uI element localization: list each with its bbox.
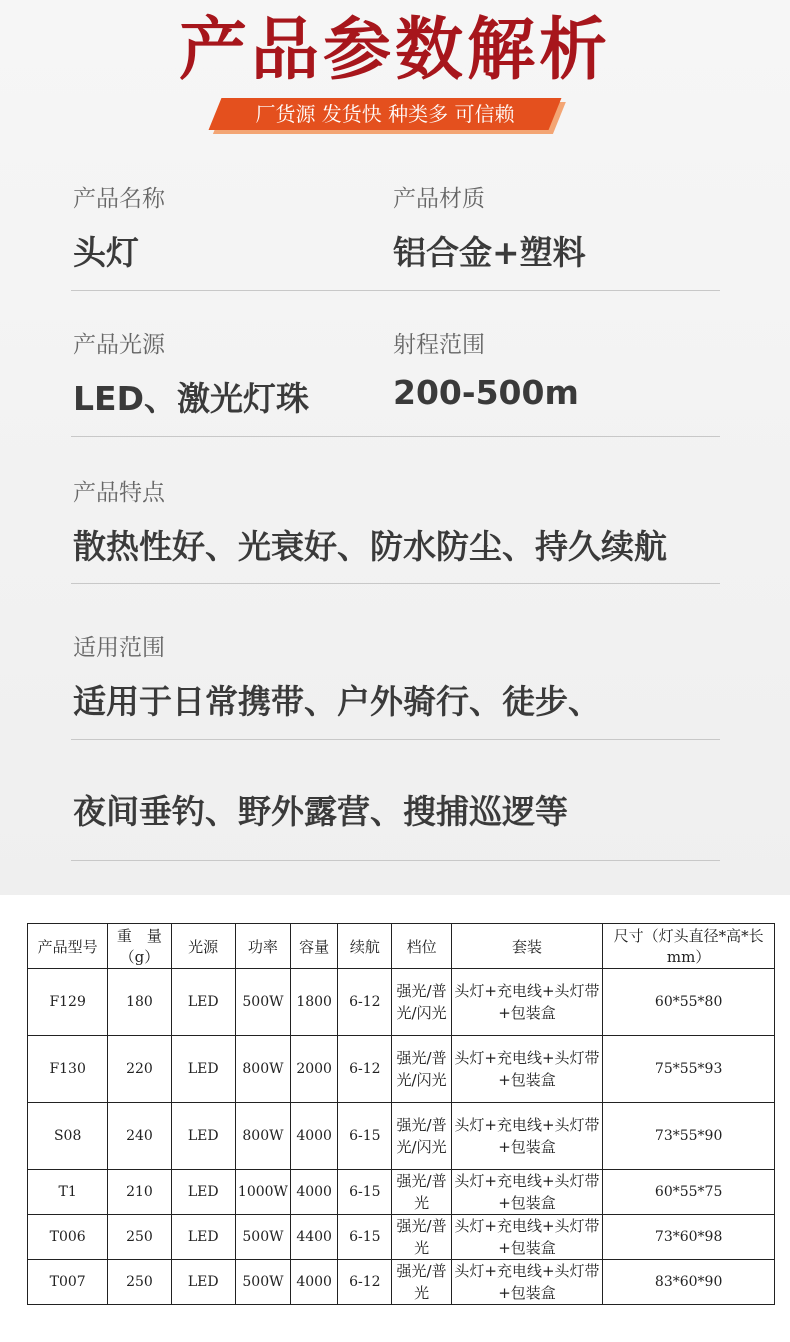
table-row xyxy=(28,969,775,1036)
cell-weight: 210 xyxy=(108,1170,171,1215)
cell-modes: 强光/普光/闪光 xyxy=(392,1036,451,1103)
cell-power: 800W xyxy=(235,1103,290,1170)
cell-capacity: 4000 xyxy=(291,1260,338,1305)
cell-capacity: 4400 xyxy=(291,1215,338,1260)
divider xyxy=(71,436,720,437)
cell-model: T007 xyxy=(28,1260,108,1305)
material-field xyxy=(393,180,586,274)
cell-kit: 头灯+充电线+头灯带+包装盒 xyxy=(451,969,603,1036)
table-row xyxy=(28,1215,775,1260)
cell-weight: 220 xyxy=(108,1036,171,1103)
cell-modes: 强光/普光 xyxy=(392,1260,451,1305)
cell-source: LED xyxy=(171,1215,235,1260)
material-value: 铝合金+塑料 xyxy=(393,233,586,272)
table-header-row xyxy=(28,924,775,969)
cell-weight: 240 xyxy=(108,1103,171,1170)
cell-kit: 头灯+充电线+头灯带+包装盒 xyxy=(451,1170,603,1215)
cell-size: 75*55*93 xyxy=(603,1036,775,1103)
col-header-power: 功率 xyxy=(235,924,290,969)
cell-model: T1 xyxy=(28,1170,108,1215)
cell-kit: 头灯+充电线+头灯带+包装盒 xyxy=(451,1103,603,1170)
col-header-runtime: 续航 xyxy=(338,924,392,969)
cell-kit: 头灯+充电线+头灯带+包装盒 xyxy=(451,1036,603,1103)
banner-slogan: 厂货源 发货快 种类多 可信赖 xyxy=(255,102,515,126)
usage-field xyxy=(73,629,601,723)
cell-weight: 250 xyxy=(108,1260,171,1305)
source-field xyxy=(73,326,309,420)
cell-size: 73*55*90 xyxy=(603,1103,775,1170)
col-header-kit: 套装 xyxy=(451,924,603,969)
range-label: 射程范围 xyxy=(393,332,485,358)
cell-modes: 强光/普光 xyxy=(392,1170,451,1215)
cell-size: 60*55*75 xyxy=(603,1170,775,1215)
cell-capacity: 2000 xyxy=(291,1036,338,1103)
features-value: 散热性好、光衰好、防水防尘、持久续航 xyxy=(73,527,667,566)
cell-size: 83*60*90 xyxy=(603,1260,775,1305)
usage-field-continued xyxy=(73,786,568,833)
cell-kit: 头灯+充电线+头灯带+包装盒 xyxy=(451,1215,603,1260)
range-value: 200-500m xyxy=(393,373,579,412)
cell-weight: 180 xyxy=(108,969,171,1036)
divider xyxy=(71,739,720,740)
col-header-capacity: 容量 xyxy=(291,924,338,969)
cell-capacity: 1800 xyxy=(291,969,338,1036)
name-label: 产品名称 xyxy=(73,186,165,212)
cell-modes: 强光/普光/闪光 xyxy=(392,1103,451,1170)
cell-source: LED xyxy=(171,969,235,1036)
cell-modes: 强光/普光/闪光 xyxy=(392,969,451,1036)
features-label: 产品特点 xyxy=(73,480,165,506)
cell-model: S08 xyxy=(28,1103,108,1170)
name-field xyxy=(73,180,165,274)
cell-source: LED xyxy=(171,1260,235,1305)
cell-runtime: 6-15 xyxy=(338,1103,392,1170)
range-field xyxy=(393,326,579,412)
cell-source: LED xyxy=(171,1170,235,1215)
table-row xyxy=(28,1103,775,1170)
cell-source: LED xyxy=(171,1036,235,1103)
col-header-source: 光源 xyxy=(171,924,235,969)
page-title: 产品参数解析 xyxy=(178,11,611,90)
cell-runtime: 6-15 xyxy=(338,1170,392,1215)
cell-runtime: 6-12 xyxy=(338,1260,392,1305)
cell-runtime: 6-12 xyxy=(338,1036,392,1103)
material-label: 产品材质 xyxy=(393,186,485,212)
cell-power: 1000W xyxy=(235,1170,290,1215)
col-header-modes: 档位 xyxy=(392,924,451,969)
table-row xyxy=(28,1036,775,1103)
cell-capacity: 4000 xyxy=(291,1170,338,1215)
divider xyxy=(71,860,720,861)
cell-power: 800W xyxy=(235,1036,290,1103)
cell-model: F130 xyxy=(28,1036,108,1103)
cell-model: T006 xyxy=(28,1215,108,1260)
cell-source: LED xyxy=(171,1103,235,1170)
cell-runtime: 6-12 xyxy=(338,969,392,1036)
spec-table xyxy=(27,923,775,1305)
cell-size: 73*60*98 xyxy=(603,1215,775,1260)
table-row xyxy=(28,1260,775,1305)
usage-line-2: 夜间垂钓、野外露营、搜捕巡逻等 xyxy=(73,792,568,831)
divider xyxy=(71,290,720,291)
cell-power: 500W xyxy=(235,1260,290,1305)
name-value: 头灯 xyxy=(73,233,139,272)
cell-power: 500W xyxy=(235,969,290,1036)
cell-power: 500W xyxy=(235,1215,290,1260)
usage-label: 适用范围 xyxy=(73,635,165,661)
cell-kit: 头灯+充电线+头灯带+包装盒 xyxy=(451,1260,603,1305)
source-value: LED、激光灯珠 xyxy=(73,379,309,418)
cell-size: 60*55*80 xyxy=(603,969,775,1036)
col-header-size: 尺寸（灯头直径*高*长mm） xyxy=(603,924,775,969)
col-header-model: 产品型号 xyxy=(28,924,108,969)
cell-capacity: 4000 xyxy=(291,1103,338,1170)
cell-modes: 强光/普光 xyxy=(392,1215,451,1260)
features-field xyxy=(73,474,667,568)
divider xyxy=(71,583,720,584)
cell-model: F129 xyxy=(28,969,108,1036)
col-header-weight: 重 量（g） xyxy=(108,924,171,969)
usage-line-1: 适用于日常携带、户外骑行、徒步、 xyxy=(73,682,601,721)
table-row xyxy=(28,1170,775,1215)
source-label: 产品光源 xyxy=(73,332,165,358)
cell-weight: 250 xyxy=(108,1215,171,1260)
cell-runtime: 6-15 xyxy=(338,1215,392,1260)
